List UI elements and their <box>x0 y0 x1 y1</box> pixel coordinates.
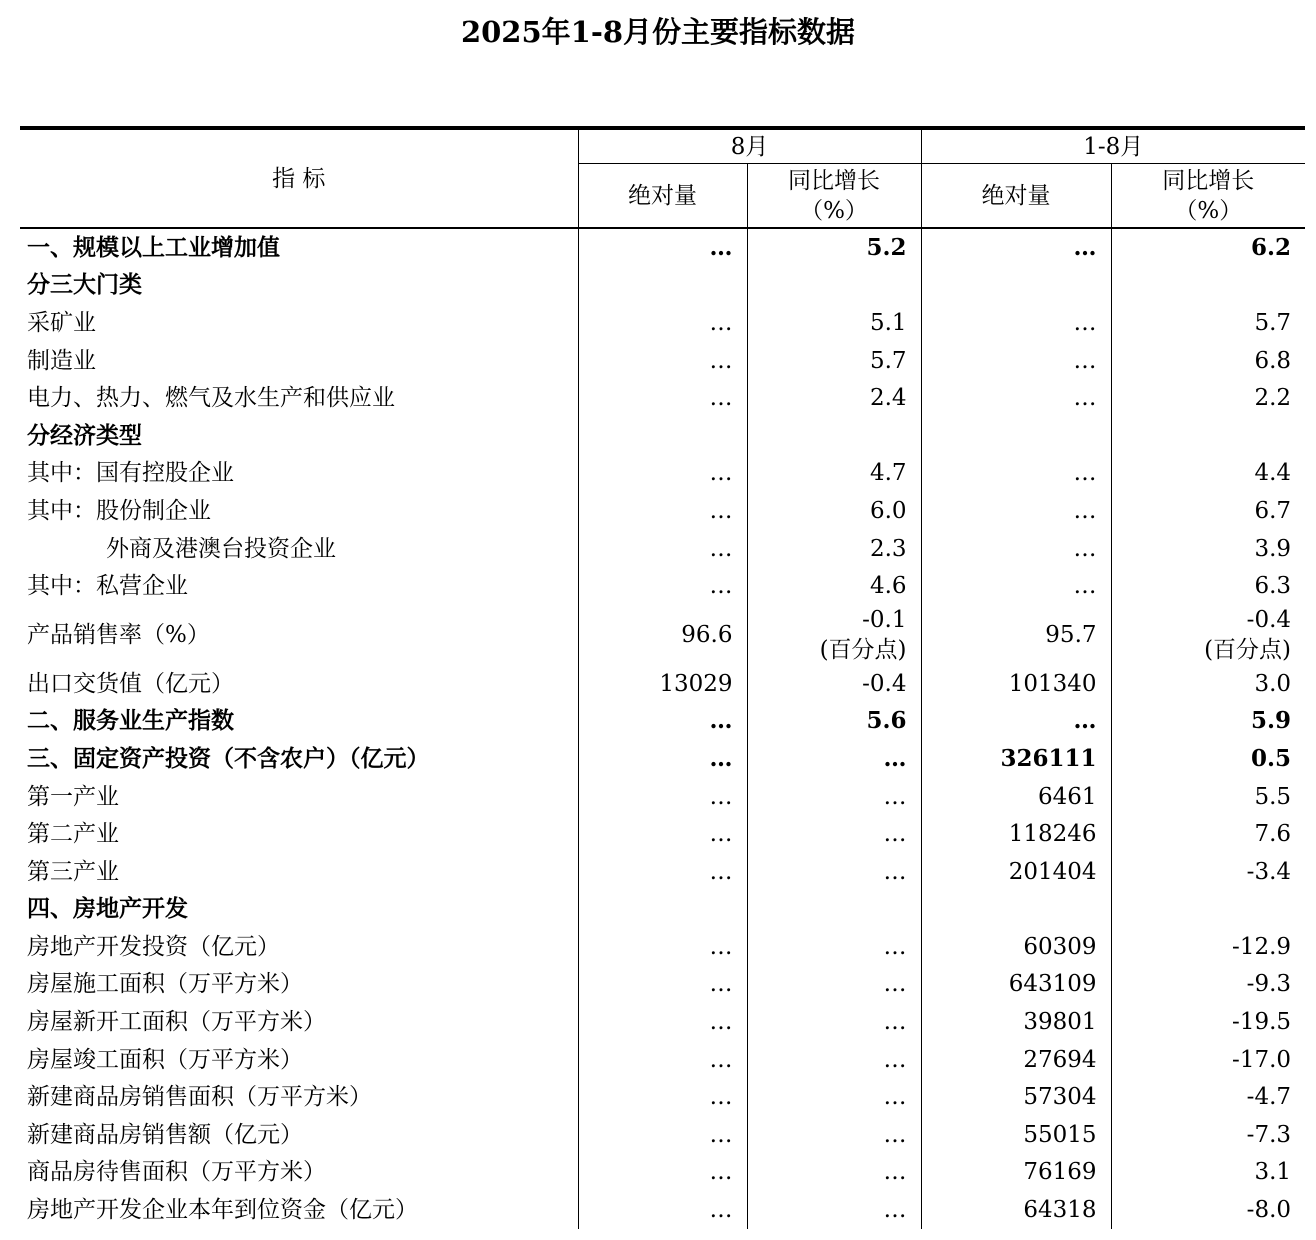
ytd-abs-cell: 118246 <box>921 815 1111 853</box>
row-label: 三、固定资产投资（不含农户）（亿元） <box>27 744 430 772</box>
aug-abs-cell: … <box>578 1154 747 1192</box>
aug-yoy-cell <box>747 267 921 305</box>
ytd-abs-cell: … <box>921 703 1111 741</box>
ytd-abs-cell <box>921 417 1111 455</box>
aug-yoy-cell: … <box>747 1191 921 1229</box>
table-row <box>20 1116 1305 1154</box>
aug-abs-cell: … <box>578 966 747 1004</box>
table-row <box>20 778 1305 816</box>
aug-yoy-cell: … <box>747 853 921 891</box>
table-row <box>20 267 1305 305</box>
aug-yoy-cell: 4.6 <box>747 567 921 605</box>
aug-yoy-cell: -0.4 <box>747 665 921 703</box>
table-row <box>20 1003 1305 1041</box>
ytd-abs-cell: 57304 <box>921 1078 1111 1116</box>
ytd-abs-cell: 101340 <box>921 665 1111 703</box>
row-label: 房屋新开工面积（万平方米） <box>27 1009 326 1036</box>
ytd-yoy-cell: 5.7 <box>1111 304 1305 342</box>
aug-yoy-cell: 5.1 <box>747 304 921 342</box>
table-row <box>20 455 1305 493</box>
aug-yoy-cell: -0.1 (百分点) <box>747 605 921 665</box>
row-label: 二、服务业生产指数 <box>27 707 234 735</box>
ytd-yoy-cell: 3.9 <box>1111 530 1305 568</box>
table-row <box>20 492 1305 530</box>
row-label: 商品房待售面积（万平方米） <box>27 1159 326 1186</box>
ytd-yoy-cell: -7.3 <box>1111 1116 1305 1154</box>
row-label: 新建商品房销售面积（万平方米） <box>27 1084 372 1111</box>
table-row <box>20 417 1305 455</box>
ytd-abs-cell: … <box>921 492 1111 530</box>
table-row <box>20 342 1305 380</box>
aug-yoy-cell: … <box>747 815 921 853</box>
row-label: 其中：国有控股企业 <box>27 460 234 487</box>
aug-yoy-cell: … <box>747 1154 921 1192</box>
ytd-yoy-cell: 6.3 <box>1111 567 1305 605</box>
ytd-abs-cell: … <box>921 228 1111 267</box>
ytd-abs-cell: … <box>921 455 1111 493</box>
row-label: 出口交货值（亿元） <box>27 670 234 697</box>
indicator-header: 指 标 <box>20 128 578 228</box>
aug-abs-cell: … <box>578 304 747 342</box>
aug-yoy-cell: … <box>747 778 921 816</box>
ytd-yoy-cell: 5.9 <box>1111 703 1305 741</box>
table-row <box>20 1154 1305 1192</box>
aug-yoy-cell: 5.7 <box>747 342 921 380</box>
row-label: 房地产开发企业本年到位资金（亿元） <box>27 1197 418 1224</box>
row-label: 第三产业 <box>27 858 119 885</box>
aug-abs-cell: … <box>578 703 747 741</box>
aug-abs-cell: … <box>578 815 747 853</box>
aug-abs-cell: … <box>578 1078 747 1116</box>
ytd-yoy-cell: 3.0 <box>1111 665 1305 703</box>
aug-yoy-cell: … <box>747 1041 921 1079</box>
aug-yoy-cell <box>747 417 921 455</box>
row-label: 其中：股份制企业 <box>27 497 211 524</box>
row-label: 房地产开发投资（亿元） <box>27 933 280 960</box>
aug-abs-cell: 13029 <box>578 665 747 703</box>
aug-yoy-cell: 4.7 <box>747 455 921 493</box>
aug-abs-cell: … <box>578 379 747 417</box>
aug-abs-cell: … <box>578 228 747 267</box>
aug-abs-cell: … <box>578 492 747 530</box>
ytd-yoy-cell: 6.7 <box>1111 492 1305 530</box>
aug-abs-cell: … <box>578 1041 747 1079</box>
aug-yoy-cell: … <box>747 1116 921 1154</box>
ytd-abs-cell: 201404 <box>921 853 1111 891</box>
aug-abs-cell <box>578 891 747 929</box>
table-row <box>20 530 1305 568</box>
ytd-abs-cell: 326111 <box>921 740 1111 778</box>
aug-yoy-cell: … <box>747 1078 921 1116</box>
row-label: 产品销售率（%） <box>27 621 210 648</box>
table-row <box>20 966 1305 1004</box>
aug-abs-cell: … <box>578 530 747 568</box>
ytd-abs-cell: … <box>921 379 1111 417</box>
aug-yoy-cell: … <box>747 1003 921 1041</box>
aug-abs-cell: … <box>578 567 747 605</box>
aug-yoy-cell: 2.3 <box>747 530 921 568</box>
aug-abs-header: 绝对量 <box>578 164 747 229</box>
row-label: 四、房地产开发 <box>27 895 188 923</box>
ytd-abs-cell: 643109 <box>921 966 1111 1004</box>
indicator-table <box>20 126 1305 1229</box>
aug-abs-cell: … <box>578 1191 747 1229</box>
ytd-yoy-cell: 2.2 <box>1111 379 1305 417</box>
row-label: 第二产业 <box>27 821 119 848</box>
ytd-yoy-cell: 7.6 <box>1111 815 1305 853</box>
page-title: 2025年1-8月份主要指标数据 <box>460 15 856 49</box>
ytd-yoy-cell: -0.4 (百分点) <box>1111 605 1305 665</box>
ytd-abs-cell: 55015 <box>921 1116 1111 1154</box>
table-row <box>20 228 1305 267</box>
table-row <box>20 665 1305 703</box>
aug-yoy-cell: 2.4 <box>747 379 921 417</box>
row-label: 一、规模以上工业增加值 <box>27 233 280 261</box>
ytd-yoy-cell <box>1111 417 1305 455</box>
table-row <box>20 304 1305 342</box>
ytd-abs-cell: … <box>921 304 1111 342</box>
ytd-yoy-cell <box>1111 267 1305 305</box>
table-row <box>20 1191 1305 1229</box>
aug-yoy-cell <box>747 891 921 929</box>
ytd-yoy-header: 同比增长 （%） <box>1111 164 1305 229</box>
aug-abs-cell: … <box>578 853 747 891</box>
ytd-abs-cell: 27694 <box>921 1041 1111 1079</box>
aug-abs-cell: … <box>578 1003 747 1041</box>
aug-yoy-cell: … <box>747 740 921 778</box>
ytd-yoy-cell: -12.9 <box>1111 928 1305 966</box>
ytd-abs-cell: … <box>921 567 1111 605</box>
table-row <box>20 1078 1305 1116</box>
table-row <box>20 740 1305 778</box>
ytd-yoy-cell: -4.7 <box>1111 1078 1305 1116</box>
row-label: 电力、热力、燃气及水生产和供应业 <box>27 385 395 412</box>
ytd-yoy-cell: 5.5 <box>1111 778 1305 816</box>
aug-abs-cell: … <box>578 342 747 380</box>
aug-yoy-cell: … <box>747 966 921 1004</box>
row-label: 房屋施工面积（万平方米） <box>27 971 303 998</box>
aug-abs-cell: … <box>578 928 747 966</box>
ytd-yoy-cell: 6.8 <box>1111 342 1305 380</box>
ytd-abs-cell: … <box>921 342 1111 380</box>
ytd-yoy-cell <box>1111 891 1305 929</box>
ytd-yoy-cell: 0.5 <box>1111 740 1305 778</box>
ytd-yoy-cell: 4.4 <box>1111 455 1305 493</box>
ytd-abs-cell: 60309 <box>921 928 1111 966</box>
ytd-abs-cell: … <box>921 530 1111 568</box>
table-row <box>20 891 1305 929</box>
table-row <box>20 928 1305 966</box>
ytd-abs-cell: 6461 <box>921 778 1111 816</box>
ytd-abs-cell <box>921 267 1111 305</box>
row-label: 其中：私营企业 <box>27 573 188 600</box>
row-label: 采矿业 <box>27 309 96 336</box>
aug-abs-cell: 96.6 <box>578 605 747 665</box>
table-row <box>20 567 1305 605</box>
row-label: 第一产业 <box>27 783 119 810</box>
ytd-abs-header: 绝对量 <box>921 164 1111 229</box>
ytd-yoy-cell: -19.5 <box>1111 1003 1305 1041</box>
table-row <box>20 379 1305 417</box>
ytd-yoy-cell: -8.0 <box>1111 1191 1305 1229</box>
table-row <box>20 605 1305 665</box>
aug-abs-cell: … <box>578 455 747 493</box>
ytd-abs-cell: 39801 <box>921 1003 1111 1041</box>
row-label: 房屋竣工面积（万平方米） <box>27 1046 303 1073</box>
row-label: 分三大门类 <box>27 271 142 299</box>
row-label: 分经济类型 <box>27 421 142 449</box>
aug-abs-cell: … <box>578 1116 747 1154</box>
ytd-yoy-cell: 6.2 <box>1111 228 1305 267</box>
row-label: 新建商品房销售额（亿元） <box>27 1121 303 1148</box>
row-label: 外商及港澳台投资企业 <box>106 535 336 562</box>
aug-yoy-cell: 5.2 <box>747 228 921 267</box>
table-header <box>20 128 1305 228</box>
table-row <box>20 703 1305 741</box>
aug-yoy-cell: 6.0 <box>747 492 921 530</box>
aug-yoy-cell: 5.6 <box>747 703 921 741</box>
period-jan-aug-header: 1-8月 <box>921 128 1305 164</box>
ytd-yoy-cell: -9.3 <box>1111 966 1305 1004</box>
period-aug-header: 8月 <box>578 128 921 164</box>
aug-yoy-header: 同比增长 （%） <box>747 164 921 229</box>
ytd-abs-cell: 76169 <box>921 1154 1111 1192</box>
ytd-abs-cell <box>921 891 1111 929</box>
aug-abs-cell <box>578 267 747 305</box>
aug-yoy-cell: … <box>747 928 921 966</box>
ytd-abs-cell: 64318 <box>921 1191 1111 1229</box>
aug-abs-cell: … <box>578 740 747 778</box>
ytd-yoy-cell: -3.4 <box>1111 853 1305 891</box>
ytd-abs-cell: 95.7 <box>921 605 1111 665</box>
table-body <box>20 228 1305 1229</box>
ytd-yoy-cell: 3.1 <box>1111 1154 1305 1192</box>
aug-abs-cell: … <box>578 778 747 816</box>
ytd-yoy-cell: -17.0 <box>1111 1041 1305 1079</box>
table-row <box>20 815 1305 853</box>
table-row <box>20 853 1305 891</box>
row-label: 制造业 <box>27 347 96 374</box>
aug-abs-cell <box>578 417 747 455</box>
table-row <box>20 1041 1305 1079</box>
